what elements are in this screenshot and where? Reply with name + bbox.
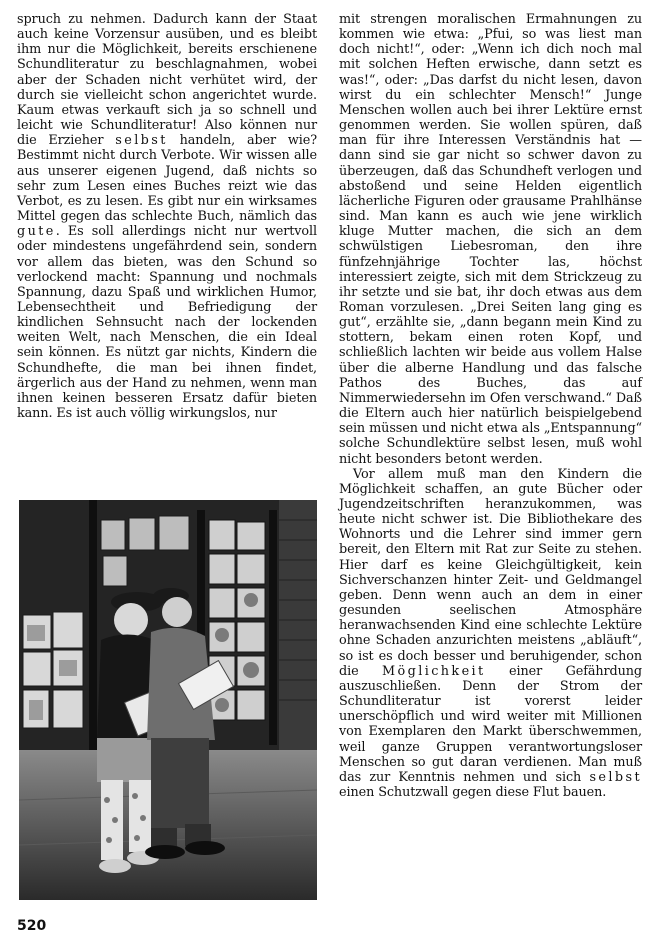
body-text: handeln, aber wie? Bestimmt nicht durch Verbote. Wir wissen alle aus unserer eigenen Jugend, daß nichts so sehr zum Lesen eines Buches reizt wie das Verbot, es zu lesen. Es gibt nur ein wirksames Mittel gegen das schlechte Buch, nämlich das: [17, 133, 317, 225]
body-text: . Es soll allerdings nicht nur wertvoll oder mindestens ungefährdend sein, sondern vor allem das bieten, was den Schund so verlockend macht: Spannung und nochmals Spannung, dazu Spaß und wirklichen Humor, Lebensechtheit und Befriedigung der kindlichen Sehnsucht nach der lockenden weiten Welt, nach Menschen, die ein Ideal sein können. Es nützt gar nichts, Kindern die Schundhefte, die man bei ihnen findet, ärgerlich aus der Hand zu nehmen, wenn man ihnen keinen besseren Ersatz dafür bieten kann. Es ist auch völlig wirkungslos, nur: [17, 224, 317, 422]
body-text: einer Gefährdung auszuschließen. Denn der Strom der Schundliteratur ist vorerst leider unerschöpflich und wird weiter mit Millionen von Exemplaren den Markt überschwemmen, weil ganze Gruppen verantwortungsloser Menschen so gut daran verdienen. Man muß das zur Kenntnis nehmen und sich: [339, 663, 643, 785]
body-text: einen Schutzwall gegen diese Flut bauen.: [339, 784, 607, 800]
right-paragraph: [339, 467, 642, 800]
left-paragraph: [17, 12, 317, 421]
photo-boys-at-newsstand: [19, 500, 317, 900]
left-text-column: [17, 12, 317, 421]
body-text: mit strengen moralischen Ermahnungen zu kommen wie etwa: „Pfui, so was liest man doch nicht!“, oder: „Wenn ich dich noch mal mit solchen Heften erwische, dann setzt es was!“, oder: „Das darfst du nicht lesen, davon wirst du ein schlechter Mensch!“ Junge Menschen wollen auch bei ihrer Lektüre ernst genommen werden. Sie wollen spüren, daß man für ihre Interessen Verständnis hat — dann sind sie gar nicht so schwer davon zu überzeugen, daß das Schundheft verlogen und abstoßend und seine Helden eigentlich lächerliche Figuren oder grausame Prahlhänse sind. Man kann es auch wie jene wirklich kluge Mutter machen, die sich an dem schwülstigen Liebesroman, den ihre fünfzehnjährige Tochter las, höchst interessiert zeigte, sich mit dem Strickzeug zu ihr setzte und sie bat, ihr doch etwas aus dem Roman vorzulesen. „Drei Seiten lang ging es gut“, erzählte sie, „dann begann mein Kind zu stottern, bekam einen roten Kopf, und schließlich lachten wir beide aus vollem Halse über die alberne Handlung und das falsche Pathos des Buches, das auf Nimmerwiedersehn im Ofen verschwand.“ Daß die Eltern auch hier natürlich beispielgebend sein müssen und nicht etwa als „Entspannung“ solche Schundlektüre selbst lesen, muß wohl nicht besonders betont werden.: [339, 12, 642, 467]
right-paragraph: [339, 12, 642, 467]
spaced-emphasis-text: gute: [17, 224, 56, 240]
spaced-emphasis-text: selbst: [115, 133, 168, 149]
body-text: Vor allem muß man den Kindern die Möglichkeit schaffen, an gute Bücher oder Jugendzeitschriften heranzukommen, was heute nicht schwer ist. Die Bibliothekare des Wohnorts und die Lehrer sind immer gern bereit, den Eltern mit Rat zur Seite zu stehen. Hier darf es keine Gleichgültigkeit, kein Sichverschanzen hinter Zeit- und Geldmangel geben. Denn wenn auch an dem in einer gesunden seelischen Atmosphäre heranwachsenden Kind eine schlechte Lektüre ohne Schaden anzurichten meistens „abläuft“, so ist es doch besser und beruhigender, schon die: [339, 466, 642, 679]
body-text: spruch zu nehmen. Dadurch kann der Staat auch keine Vorzensur ausüben, und es bleibt ihm nur die Möglichkeit, bereits erschienene Schundliteratur zu beschlagnahmen, wobei aber der Schaden nicht verhütet wird, der durch sie vielleicht schon angerichtet wurde. Kaum etwas verkauft sich ja so schnell und leicht wie Schundliteratur! Also können nur die Erzieher: [17, 12, 317, 149]
right-text-column: [339, 12, 642, 800]
page-number: 520: [17, 918, 47, 934]
spaced-emphasis-text: Möglichkeit: [382, 663, 486, 679]
spaced-emphasis-text: selbst: [589, 769, 642, 785]
